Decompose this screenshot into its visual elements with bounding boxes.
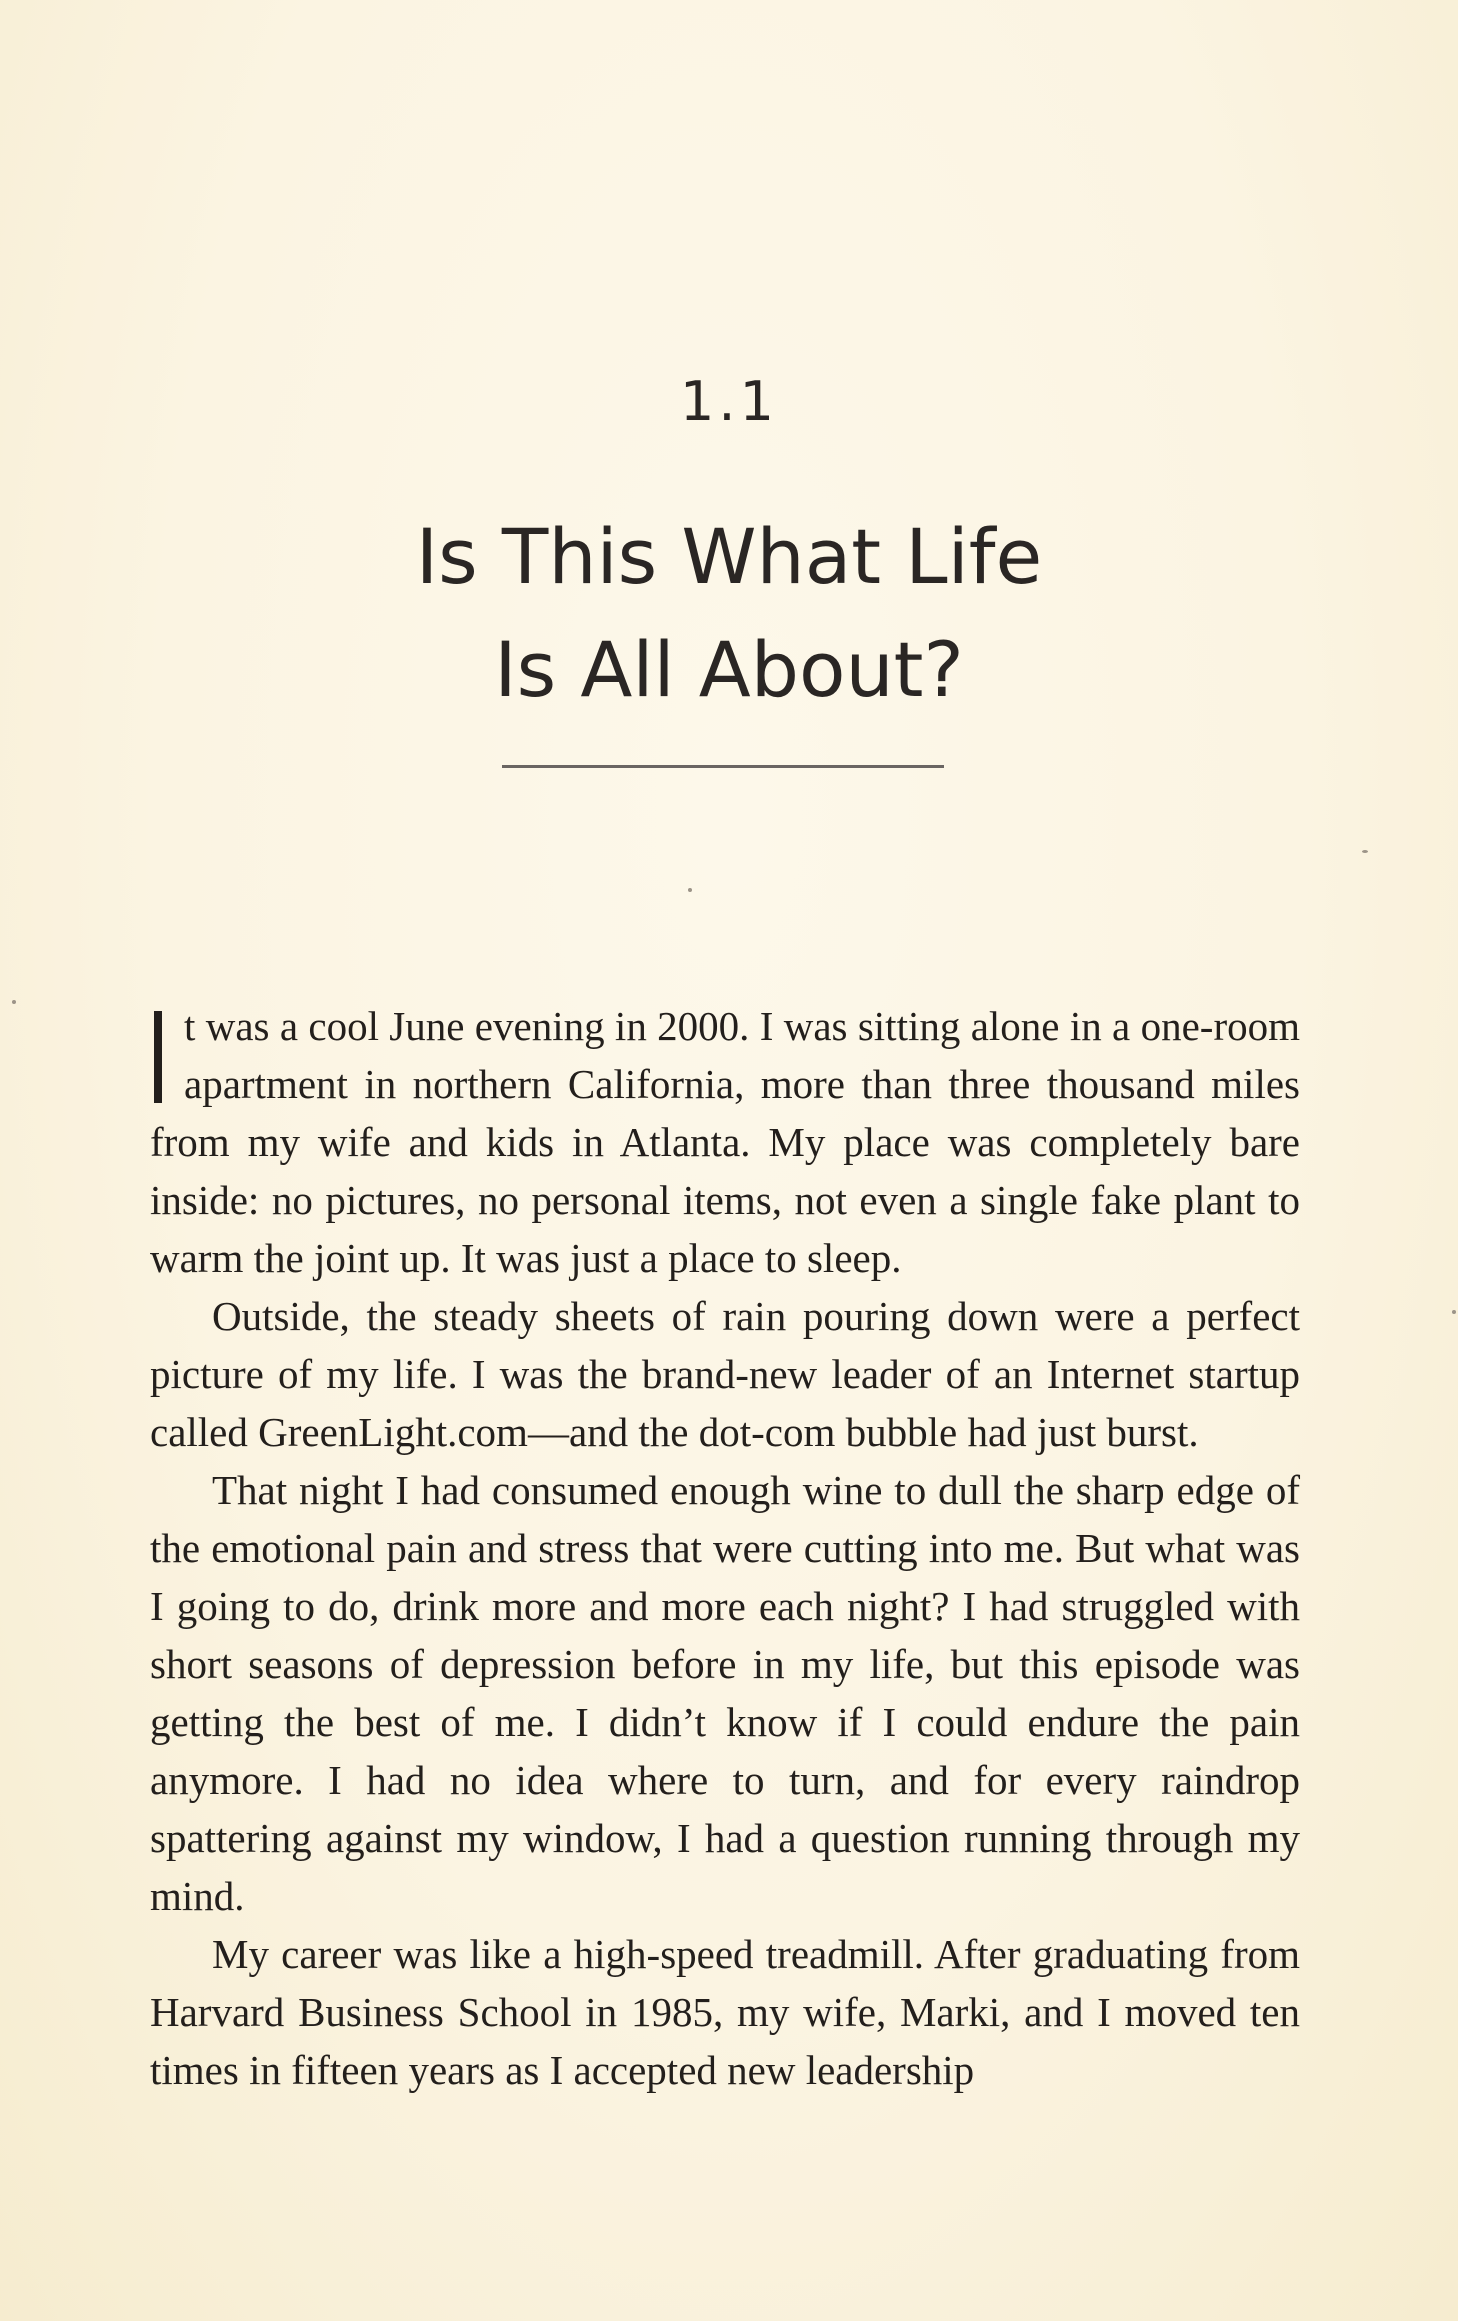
chapter-title-line-2: Is All About? xyxy=(494,625,964,714)
drop-cap xyxy=(154,1011,162,1103)
chapter-title xyxy=(0,500,1458,726)
title-divider xyxy=(502,765,944,768)
paragraph-3: That night I had consumed enough wine to dull the sharp edge of the emotional pain and stress that were cutting into me. But what was I going to do, drink more and more each night? I had struggled with short seasons of depression before in my life, but this episode was getting the best of me. I didn’t know if I could endure the pain anymore. I had no idea where to turn, and for every raindrop spattering against my window, I had a question running through my mind. xyxy=(150,1467,1300,1919)
paragraph-1-text: t was a cool June evening in 2000. I was sitting alone in a one-room apartment in northern California, more than three thousand miles from my wife and kids in Atlanta. My place was completely bare inside: no pictures, no personal items, not even a single fake plant to warm the joint up. It was just a place to sleep. xyxy=(150,1003,1300,1281)
chapter-number: 1.1 xyxy=(680,370,778,433)
paper-speck xyxy=(12,1000,16,1004)
chapter-body xyxy=(150,997,1300,2099)
paragraph-1 xyxy=(150,997,1300,1287)
paper-speck xyxy=(1362,850,1368,853)
paragraph-4: My career was like a high-speed treadmill. After graduating from Harvard Business School in 1985, my wife, Marki, and I moved ten times in fifteen years as I accepted new leadership xyxy=(150,1931,1300,2093)
paper-speck xyxy=(688,888,692,892)
chapter-title-line-1: Is This What Life xyxy=(415,512,1043,601)
paragraph-2: Outside, the steady sheets of rain pouring down were a perfect picture of my life. I was the brand-new leader of an Internet startup called GreenLight.com—and the dot-com bubble had just burst. xyxy=(150,1293,1300,1455)
paper-speck xyxy=(1452,1310,1456,1314)
